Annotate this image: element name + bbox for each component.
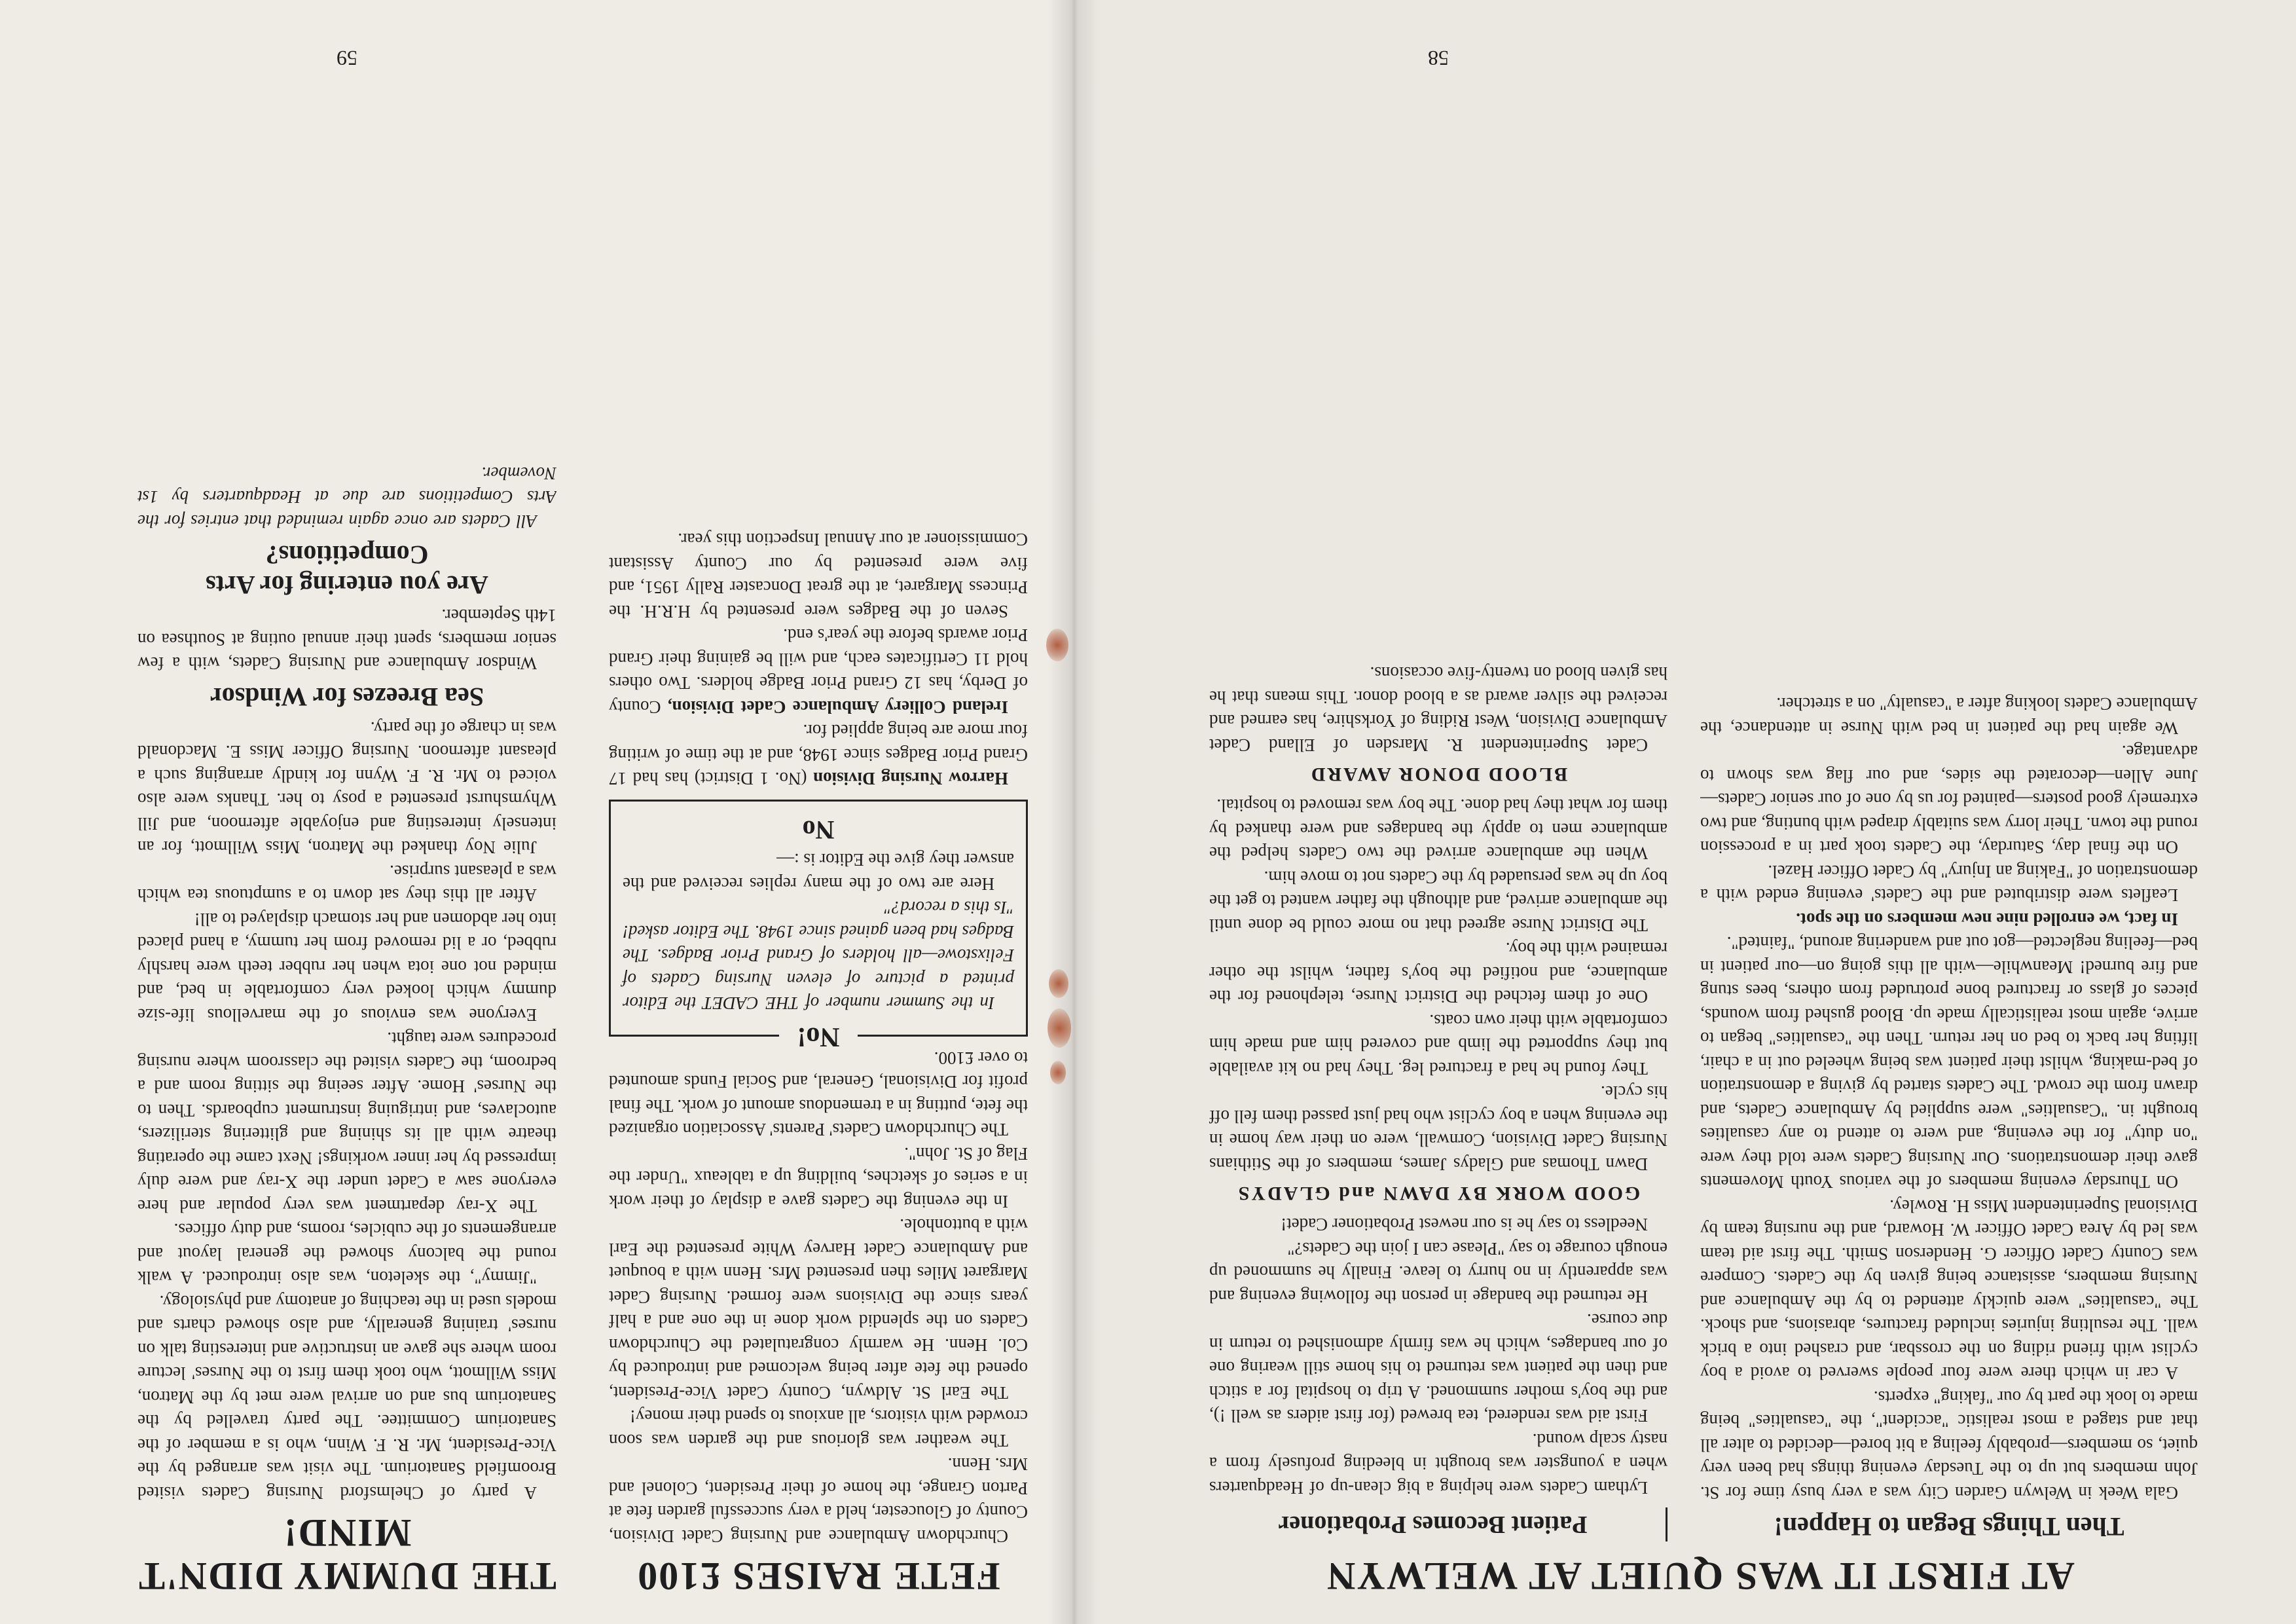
paragraph: When the ambulance arrived the two Cadets helped the ambulance men to apply the bandages and were thanked by them for what they had done. The boy was removed to hospital. [1209,796,1667,864]
paragraph: Leaflets were distributed and the Cadets' evening ended with a demonstration of "Faking an Injury" by Cadet Officer Hazel. [1700,862,2198,906]
paragraph: In the evening the Cadets gave a display of their work in a series of sketches, building up a tableaux "Under the Flag of St. John". [609,1144,1028,1211]
headline-windsor: Sea Breezes for Windsor [210,682,484,712]
harrow-lead: Harrow Nursing Division [813,769,1008,789]
subhead-welwyn: Then Things Began to Happen! [1774,1512,2124,1541]
column-welwyn [1700,26,2198,1545]
page-number-59: 59 [337,46,357,70]
page-number-58: 58 [1428,46,1449,70]
column-dummy [137,26,556,1598]
page-59-content [0,0,1074,1624]
paragraph: Cadet Superintendent R. Marsden of Elland Cadet Ambulance Division, West Riding of Yorkshire, has earned and received the silver award as a blood donor. This means that he has given blood on twenty-five occasions. [1209,663,1667,755]
headline-dummy: THE DUMMY DIDN'T MIND! [137,1511,556,1598]
paragraph: One of them fetched the District Nurse, telephoned for the ambulance, and notified the boy's father, whilst the other remained with the boy. [1209,939,1667,1007]
paragraph: The X-ray department was very popular and here everyone saw a Cadet under the X-ray and were duly impressed by her inner workings! Next came the operating theatre with all its shining and glittering sterilizers, autoclaves, and intriguing instrument cupboards. Then to the Nurses' Home. After seeing the sitting room and a bedroom, the Cadets visited the classroom where nursing procedures were taught. [137,1029,556,1216]
paragraph-ireland [609,623,1028,719]
headline-arts: Are you entering for Arts Competitions? [206,540,488,600]
paragraph: Everyone was envious of the marvellous life-size dummy which looked very comfortable in bed, and minded not one iota when her rubber teeth were harshly rubbed, or a lid removed from her tummy, a hand placed into her abdomen and her stomach displayed to all! [137,910,556,1025]
paragraph: On the final day, Saturday, the Cadets took part in a procession round the town. Their lorry was suitably draped with bunting, and two extremely good posters—painted for us by one of our senior Cadets—June Allen—decorated the sides, and our flag was shown to advantage. [1700,742,2198,858]
no-box-tab: No! [779,1022,858,1052]
headline-welwyn: AT FIRST IT WAS QUIET AT WELWYN [1326,1555,2075,1598]
paragraph: The weather was glorious and the garden was soon crowded with visitors, all anxious to spend their money! [609,1407,1028,1450]
ireland-lead: Ireland Colliery Ambulance Cadet Division, [667,697,1008,717]
paragraph-bold-note: In fact, we enrolled nine new members on the spot. [1796,910,2178,929]
paragraph: First aid was rendered, tea brewed (for first aiders as well !), and the boy's mother summoned. A trip to hospital for a stitch and then the patient was returned to his home still wearing one of our bandages, which he was firmly admonished to return in due course. [1209,1310,1667,1426]
rust-stain [1050,1061,1066,1084]
harrow-text: (No. 1 District) has had 17 Grand Prior Badges since 1948, and at the time of writing four more are being applied for. [609,721,1028,789]
headline-fete: FETE RAISES £100 [636,1555,1000,1598]
rust-stain [1046,629,1068,661]
paragraph: Julie Noy thanked the Matron, Miss Willmott, for an intensely interesting and enjoyable afternoon, and Jill Whymshurst presented a posy to her. Thanks were also voiced to Mr. R. F. Wynn for kindly arranging such a pleasant afternoon. Nursing Officer Miss E. Macdonald was in charge of the party. [137,718,556,858]
rust-stain [1048,1008,1071,1048]
no-box-intro: Here are two of the many replies received and the answer they give the Editor is :— [623,850,1014,894]
paragraph: The Churchdown Cadets' Parents' Association organized the fete, putting in a tremendous amount of work. The final profit for Divisional, General, and Social Funds amounted to over £100. [609,1048,1028,1140]
paragraph-harrow [609,719,1028,791]
paragraph: A party of Chelmsford Nursing Cadets visited Broomfield Sanatorium. The visit was arranged by the Vice-President, Mr. R. F. Winn, who is a member of the Sanatorium Committee. The party travelled by the Sanatorium bus and on arrival were met by the Matron, Miss Willmott, who took them first to the Nurses' lecture room where she gave an instructive and interesting talk on nurses' training generally, and also showed charts and models used in the teaching of anatomy and physiology. [137,1292,556,1503]
ireland-text: County of Derby, has 12 Grand Prior Badge holders. Two others hold 11 Certificates each, and will be gaining their Grand Prior awards before the year's end. [609,625,1028,717]
paragraph: Churchdown Ambulance and Nursing Cadet Division, County of Gloucester, held a very successful garden fete at Parton Grange, the home of their President, Colonel and Mrs. Henn. [609,1454,1028,1546]
headline-dawn-gladys: GOOD WORK BY DAWN and GLADYS [1236,1183,1641,1204]
column-fete [609,26,1028,1598]
headline-blood-donor: BLOOD DONOR AWARD [1309,764,1568,785]
no-box-text: In the Summer number of THE CADET the Editor printed a picture of eleven Nursing Cadets of Felixstowe—all holders of Grand Prior Badges. The Badges had been gained since 1948. The Editor asked! "Is this a record?" [623,898,1014,1014]
no-box [609,800,1028,1052]
paragraph: A car in which there were four people swerved to avoid a boy cyclist with friend riding on the crossbar, and crashed into a brick wall. The resulting injuries included fractures, abrasions, and shock. The "casualties" were quickly attended to by the Ambulance and Nursing members, assistance being given by the Cadets. Compere was County Cadet Officer G. Henderson Smith. The first aid team was led by Area Cadet Officer W. Howard, and the nursing team by Divisional Superintendent Miss H. Rowley. [1700,1196,2198,1384]
paragraph: Seven of the Badges were presented by H.R.H. the Princess Margaret, at the great Doncaster Rally 1951, and five were presented by our County Assistant Commissioner at our Annual Inspection this year. [609,530,1028,621]
page-58-content [1074,0,2296,1624]
paragraph: We again had the patient in bed with Nurse in attendance, the Ambulance Cadets looking after a "casualty" on a stretcher. [1700,694,2198,738]
paragraph: Needless to say he is our newest Probationer Cadet! [1281,1215,1648,1235]
paragraph: Lytham Cadets were helping a big clean-up of Headquarters when a youngster was brought in bleeding profusely from a nasty scalp wound. [1209,1430,1667,1498]
paragraph: They found he had a fractured leg. They had no kit available but they supported the limb and covered him and made him comfortable with their own coats. [1209,1011,1667,1079]
column-probationer [1209,26,1667,1545]
paragraph: Windsor Ambulance and Nursing Cadets, with a few senior members, spent their annual outing at Southsea on 14th September. [137,606,556,674]
paragraph: Gala Week in Welwyn Garden City was a very busy time for St. John members but up to the Tuesday evening things had been very quiet, so members—probably feeling a bit bored—decided to alter all that and staged a most realistic "accident", the "casualties" being made to look the part by our "faking" experts. [1700,1388,2198,1503]
paragraph: After all this they sat down to a sumptuous tea which was a pleasant surprise. [137,862,556,906]
paragraph: The Earl St. Aldwyn, County Cadet Vice-President, opened the fete after being welcomed and introduced by Col. Henn. He warmly congratulated the Churchdown Cadets on the splendid work done in the one and a half years since the Divisions were formed. Nursing Cadet Margaret Miles then presented Mrs. Henn with a bouquet and Ambulance Cadet Harvey White presented the Earl with a buttonhole. [609,1215,1028,1403]
paragraph: On Thursday evening members of the various Youth Movements gave their demonstrations. Our Nursing Cadets were told they were "on duty" for the evening, and were to attend to any casualties brought in. "Casualties" were supplied by Ambulance Cadets, and drawn from the crowd. The Cadets started by giving a demonstration of bed-making, whilst their patient was being wheeled out in a chair, lifting her back to bed on her return. Then the "casualties" began to arrive, again most realistically made up. Blood gushed from wounds, pieces of glass or fractured bone protruded from others, bees stung and fire burned! Meanwhile—with all this going on—our patient in bed—feeling neglected—got out and wandering around, "fainted". [1700,933,2198,1192]
paragraph-arts: All Cadets are once again reminded that entries for the Arts Competitions are due at Headquarters by 1st November. [137,464,556,531]
paragraph: "Jimmy", the skeleton, was also introduced. A walk round the balcony showed the general layout and arrangements of the cubicles, rooms, and duty offices. [137,1220,556,1288]
page-58 [1074,0,2296,1624]
paragraph: Dawn Thomas and Gladys James, members of the Stithians Nursing Cadet Division, Cornwall, were on their way home in the evening when a boy cyclist who had just passed them fell off his cycle. [1209,1082,1667,1174]
paragraph: The District Nurse agreed that no more could be done until the ambulance arrived, and although the father wanted to get the boy up he was persuaded by the Cadets not to move him. [1209,868,1667,935]
boxhead-probationer: Patient Becomes Probationer [1209,1507,1667,1541]
rust-stain [1049,969,1068,998]
paragraph: He returned the bandage in person the following evening and was apparently in no hurry to leave. Finally he summoned up enough courage to say "Please can I join the Cadets?" [1209,1239,1667,1306]
page-59 [0,0,1074,1624]
no-box-answer: No [802,815,835,845]
